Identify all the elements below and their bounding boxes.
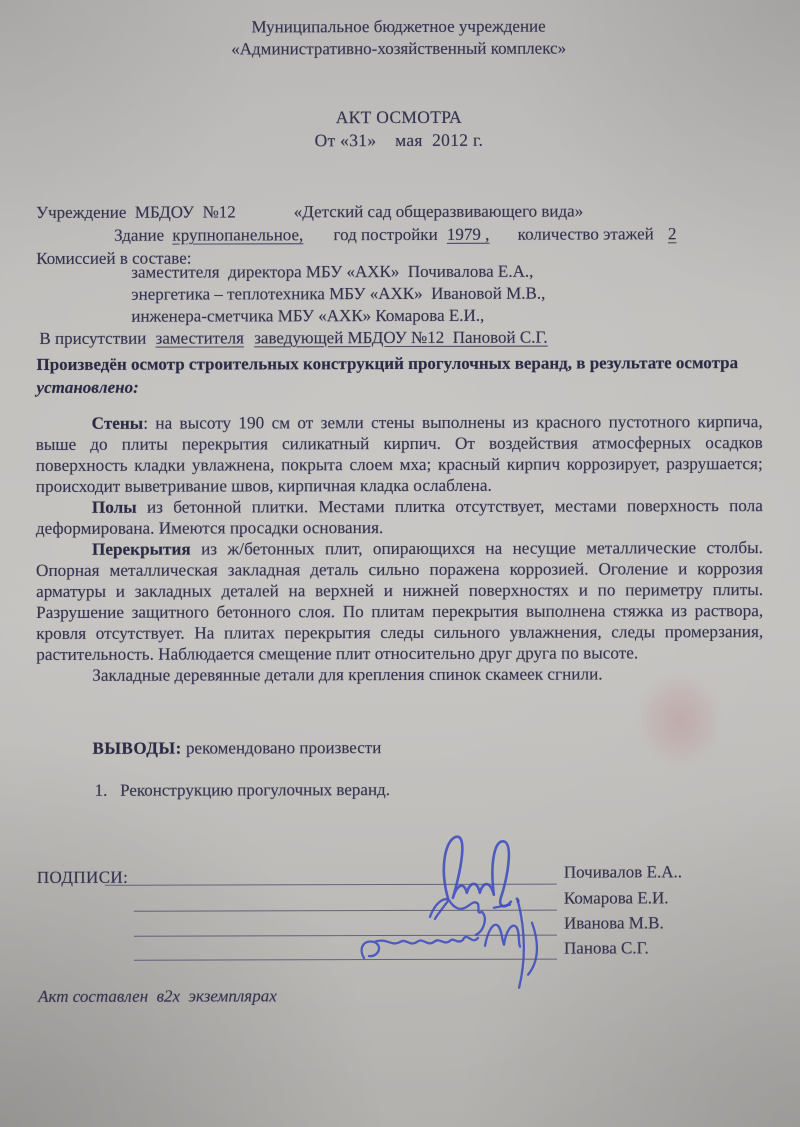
conclusions-line [92, 737, 381, 760]
presence-role: заместителя [155, 328, 244, 348]
presence-line [39, 327, 547, 350]
walls-text: : на высоту 190 см от земли стены выполнены из красного пустотного кирпича, выше до плиты перекрытия силикатный кирпич. От воздействия атмосферных осадков поверхность кладки увлажнена, покрыта слоем мха; красный кирпич коррозирует, разрушается; происходит выветривание швов, кирпичная кладка ослаблена. [35, 412, 763, 496]
paragraph-floors [36, 495, 763, 539]
inspection-intro-bold: Произведён осмотр строительных конструкций прогулочных веранд, в результате осмотра [36, 353, 739, 374]
document-date: От «31» мая 2012 г. [314, 129, 484, 151]
signatures-label: ПОДПИСИ: [36, 867, 129, 887]
signatory-name-2: Комарова Е.И. [563, 888, 669, 908]
inspection-intro-italic: установлено: [36, 377, 139, 397]
year-built-label: год постройки [333, 224, 438, 245]
org-name-line2: «Административно-хозяйственный комплекс» [231, 38, 567, 59]
signatory-name-4: Панова С.Г. [563, 938, 649, 958]
conclusions-item-1: 1. Реконструкцию прогулочных веранд. [94, 780, 390, 800]
commission-intro: Комиссией в составе: [36, 248, 192, 268]
presence-person: заведующей МБДОУ №12 Пановой С.Г. [254, 327, 548, 348]
paragraph-wooden-details: Закладные деревянные детали для крепления спинок скамеек сгнили. [92, 664, 603, 685]
signature-line-4 [134, 959, 557, 961]
institution-name: «Детский сад общеразвивающего вида» [293, 201, 584, 222]
institution-label-and-number: Учреждение МБДОУ №12 [36, 202, 236, 222]
floors-count-value: 2 [667, 224, 677, 244]
signature-panova [362, 923, 537, 975]
org-name-line1: Муниципальное бюджетное учреждение [251, 16, 546, 37]
signatory-name-3: Иванова М.В. [563, 913, 664, 933]
ceilings-text: из ж/бетонных плит, опирающихся на несущие металлические столбы. Опорная металлическая закладная деталь сильно поражена коррозией. Оголение и коррозия арматуры и закладных деталей на верхней и нижней поверхностях и по периметру плиты. Разрушение защитного бетонного слоя. По плитам перекрытия выполнена стяжка из раствора, кровля отсутствует. На плитах перекрытия следы сильного увлажнения, следы промерзания, растительность. Наблюдается смещение плит относительно друг друга по высоте. [35, 538, 764, 664]
walls-lead: Стены [91, 413, 144, 433]
paragraph-walls [36, 411, 763, 497]
copies-note: Акт составлен в2х экземплярах [38, 986, 277, 1006]
institution-line [36, 201, 583, 224]
signature-line-2 [134, 910, 557, 912]
signature-komarova [430, 899, 510, 935]
presence-label: В присутствии [39, 328, 147, 348]
org-header [0, 15, 799, 61]
floors-count-label: количество этажей [517, 224, 654, 244]
signatory-name-1: Почивалов Е.А.. [563, 862, 682, 882]
signature-line-1 [105, 884, 557, 886]
conclusions-title: ВЫВОДЫ: [92, 738, 182, 758]
building-line [36, 223, 676, 247]
commission-member-2: энергетика – теплотехника МБУ «АХК» Ивановой М.В., [131, 283, 546, 304]
title-block [0, 105, 799, 153]
signature-pochivalov [444, 836, 519, 906]
year-built-value: 1979 , [446, 224, 490, 244]
floors-lead: Полы [91, 497, 137, 517]
ceilings-lead: Перекрытия [91, 539, 191, 559]
conclusions-subtitle: рекомендовано произвести [186, 738, 382, 758]
commission-member-1: заместителя директора МБУ «АХК» Почивалова Е.А., [131, 261, 534, 282]
inspection-intro [36, 351, 763, 399]
signature-ivanova [485, 901, 524, 988]
document-title: АКТ ОСМОТРА [335, 106, 462, 128]
commission-member-3: инженера-сметчика МБУ «АХК» Комарова Е.И., [131, 305, 485, 326]
findings-body [36, 411, 764, 686]
paragraph-ceilings [36, 537, 763, 665]
building-type-value: крупнопанельное, [172, 225, 304, 245]
floors-text: из бетонной плитки. Местами плитка отсутствует, местами поверхность пола деформирована. Имеются просадки основания. [35, 496, 763, 538]
signature-line-3 [134, 935, 557, 937]
building-label: Здание [114, 225, 165, 245]
